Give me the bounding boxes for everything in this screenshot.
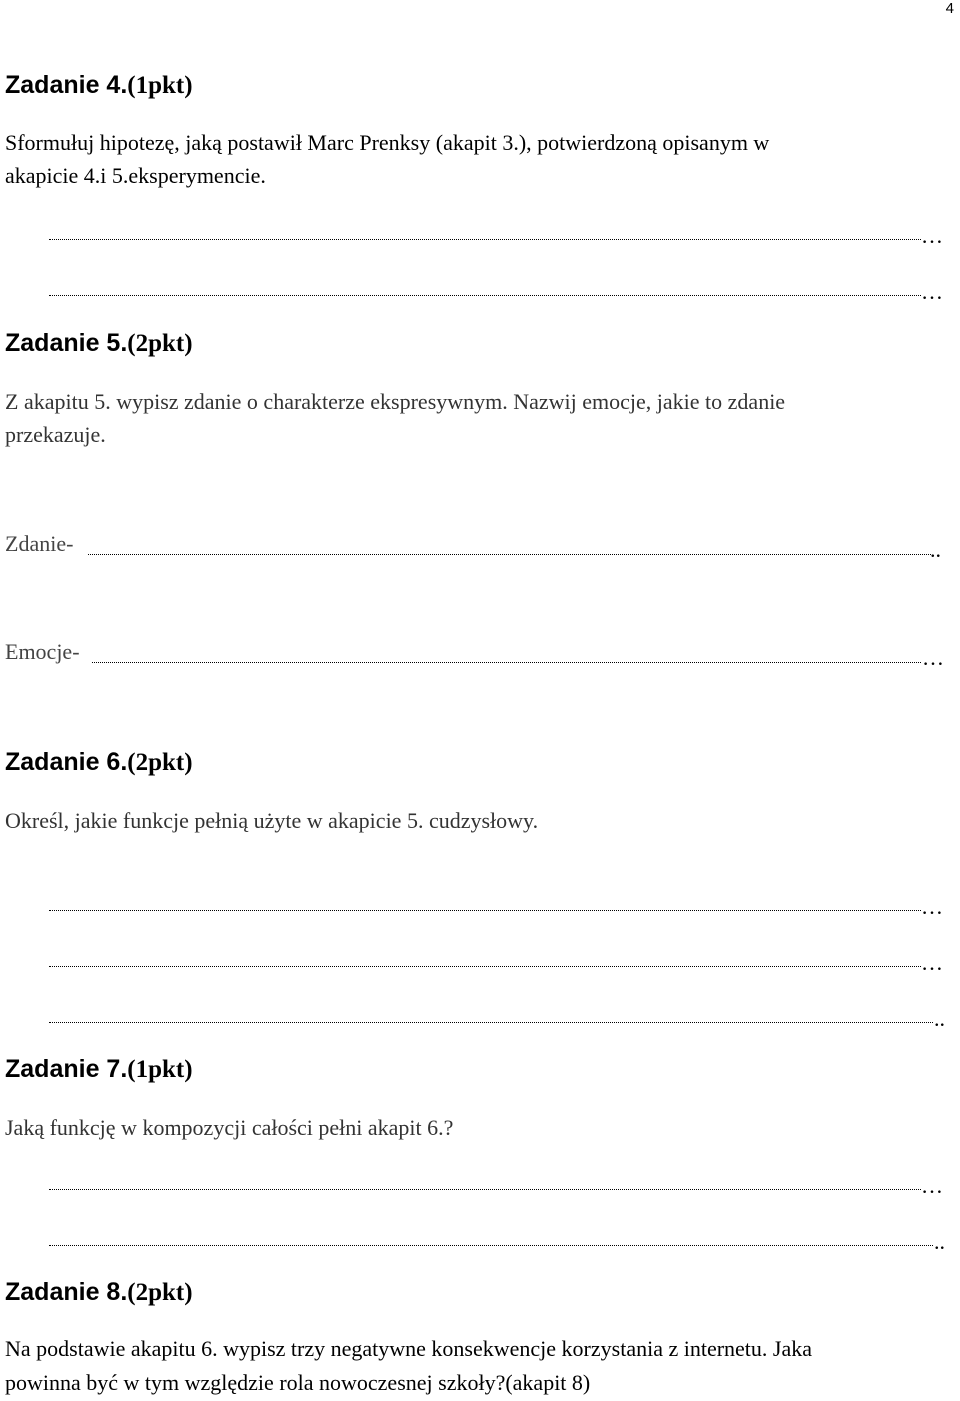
task-6-answer-line-2[interactable]	[49, 965, 921, 967]
task-4-title	[5, 70, 193, 101]
task-6-label: Zadanie 6.	[5, 748, 128, 776]
task-5-emotions-label: Emocje-	[5, 639, 80, 664]
task-4-answer-tail-2: …	[921, 279, 943, 304]
task-5-points: (2pkt)	[127, 330, 193, 357]
task-6-answer-tail-2: …	[921, 950, 943, 975]
task-5-instruction-line-1: Z akapitu 5. wypisz zdanie o charakterze ekspresywnym. Nazwij emocje, jakie to zdanie	[5, 389, 786, 414]
task-5-label: Zadanie 5.	[5, 329, 128, 357]
task-8-label: Zadanie 8.	[5, 1278, 128, 1306]
task-6-points: (2pkt)	[127, 749, 193, 776]
task-8-instruction-line-2: powinna być w tym względzie rola nowoczesnej szkoły?(akapit 8)	[5, 1370, 591, 1395]
task-5-emotions-tail: …	[922, 645, 944, 670]
task-6-instruction: Określ, jakie funkcje pełnią użyte w akapicie 5. cudzysłowy.	[5, 808, 539, 833]
task-5-sentence-field[interactable]	[88, 553, 931, 555]
task-6-title	[5, 747, 193, 778]
task-8-points: (2pkt)	[127, 1279, 193, 1306]
task-7-answer-tail-1: …	[921, 1173, 943, 1198]
task-6-answer-line-1[interactable]	[49, 909, 921, 911]
task-8-instruction-line-1: Na podstawie akapitu 6. wypisz trzy negatywne konsekwencje korzystania z internetu. Jaka	[5, 1336, 813, 1361]
task-7-title	[5, 1054, 193, 1085]
task-4-instruction-line-1: Sformułuj hipotezę, jaką postawił Marc Prenksy (akapit 3.), potwierdzoną opisanym w	[5, 130, 770, 155]
task-7-answer-line-1[interactable]	[49, 1188, 921, 1190]
task-8-title	[5, 1277, 193, 1308]
task-4-points: (1pkt)	[127, 72, 193, 99]
task-6-answer-tail-1: …	[921, 894, 943, 919]
task-5-sentence-label: Zdanie-	[5, 531, 74, 556]
task-5-title	[5, 328, 193, 359]
task-5-emotions-field[interactable]	[92, 661, 921, 663]
task-4-instruction-line-2: akapicie 4.i 5.eksperymencie.	[5, 163, 266, 188]
task-7-answer-line-2[interactable]	[49, 1244, 933, 1246]
task-7-answer-tail-2: ..	[934, 1229, 945, 1254]
task-7-instruction: Jaką funkcję w kompozycji całości pełni akapit 6.?	[5, 1115, 454, 1140]
task-4-answer-line-2[interactable]	[49, 294, 921, 296]
task-6-answer-tail-3: ..	[934, 1006, 945, 1031]
task-7-label: Zadanie 7.	[5, 1055, 128, 1083]
task-4-answer-tail-1: …	[921, 223, 943, 248]
task-4-label: Zadanie 4.	[5, 71, 128, 99]
task-5-sentence-tail: ..	[930, 537, 941, 562]
task-7-points: (1pkt)	[127, 1056, 193, 1083]
page-number: 4	[945, 0, 954, 17]
task-6-answer-line-3[interactable]	[49, 1021, 933, 1023]
task-5-instruction-line-2: przekazuje.	[5, 422, 106, 447]
task-4-answer-line-1[interactable]	[49, 238, 921, 240]
